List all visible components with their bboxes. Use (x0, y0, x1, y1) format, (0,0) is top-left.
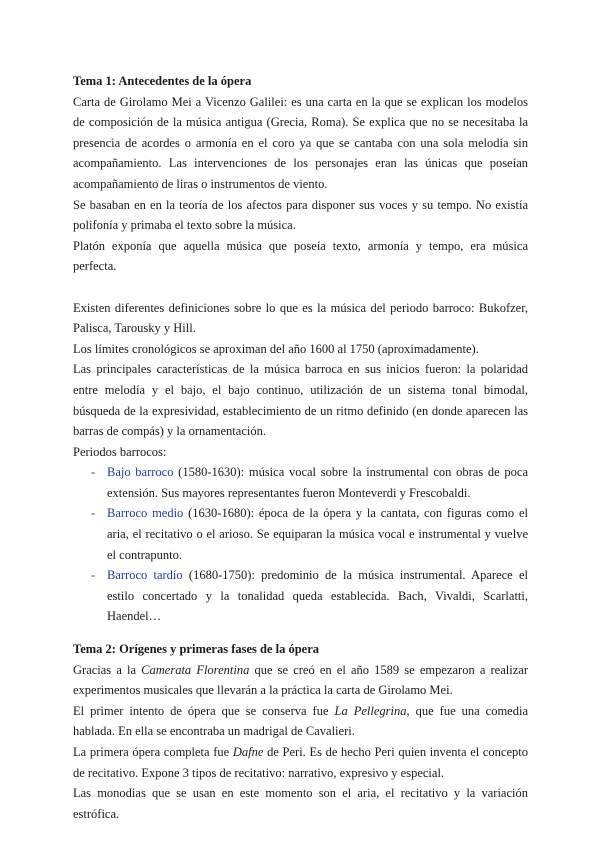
text-run: de Peri. Es de hecho Peri quien inventa el concepto de recitativo. Expone 3 tipos de recitativo: narrativo, expresivo y especial. (73, 745, 528, 780)
period-name-link[interactable]: Barroco tardío (107, 568, 183, 583)
list-item (73, 565, 528, 627)
blank-line (73, 627, 528, 639)
period-description: (1580-1630): música vocal sobre la instrumental con obras de poca extensión. Sus mayores representantes fueron Monteverdi y Frescobaldi. (107, 465, 528, 500)
period-description: (1630-1680): época de la ópera y la cantata, con figuras como el aria, el recitativo o el arioso. Se equiparan la música vocal e instrumental y vuelve el contrapunto. (107, 506, 528, 562)
text-run: La primera ópera completa fue (73, 745, 233, 759)
tema1-paragraph-1: Carta de Girolamo Mei a Vicenzo Galilei: es una carta en la que se explican los modelos de composición de la música antigua (Grecia, Roma). Se explica que no se necesitaba la presencia de acordes o armonía en el coro ya que se cantaba con una sola melodía sin acompañamiento. Las intervenciones de los personajes eran las únicas que poseían acompañamiento de liras o instrumentos de viento. (73, 94, 528, 191)
bullet-dash: - (91, 568, 96, 583)
list-item (73, 503, 528, 565)
tema1-heading: Tema 1: Antecedentes de la ópera (73, 74, 252, 88)
tema2-paragraph-1 (73, 660, 528, 701)
tema2-paragraph-4: Las monodias que se usan en este momento son el aria, el recitativo y la variación estrófica. (73, 786, 528, 821)
periods-list (73, 462, 528, 627)
tema2-paragraph-2 (73, 701, 528, 742)
text-run: , que fue una comedia hablada. En ella se encontraba un madrigal de Cavalieri. (73, 703, 528, 739)
italic-term: Dafne (232, 745, 264, 759)
text-run: que se creó en el año 1589 se empezaron a realizar experimentos musicales que llevarán a la práctica la carta de Girolamo Mei. (73, 662, 528, 698)
tema2-heading: Tema 2: Orígenes y primeras fases de la ópera (73, 642, 320, 657)
periods-label: Periodos barrocos: (73, 444, 167, 459)
list-item (73, 462, 528, 503)
tema1-paragraph-6: Las principales características de la música barroca en sus inicios fueron: la polaridad entre melodía y el bajo, el bajo continuo, utilización de un sistema tonal bimodal, búsqueda de la expresividad, establecimiento de un ritmo definido (en donde aparecen las barras de compás) y la ornamentación. (73, 362, 528, 439)
blank-line (73, 277, 528, 298)
document-body (73, 71, 528, 824)
tema2-paragraph-3 (73, 742, 528, 783)
bullet-dash: - (91, 465, 96, 480)
italic-term: Camerata Florentina (141, 662, 250, 677)
tema1-paragraph-4: Existen diferentes definiciones sobre lo que es la música del periodo barroco: Bukofzer, Palisca, Tarousky y Hill. (73, 300, 528, 336)
text-run: El primer intento de ópera que se conserva fue (73, 703, 335, 718)
italic-term: La Pellegrina (334, 703, 407, 718)
bullet-dash: - (91, 506, 96, 521)
tema1-paragraph-3: Platón exponía que aquella música que poseía texto, armonía y tempo, era música perfecta. (73, 238, 528, 274)
period-name-link[interactable]: Barroco medio (107, 506, 184, 521)
period-description: (1680-1750): predominio de la música instrumental. Aparece el estilo concertado y la tonalidad queda establecida. Bach, Vivaldi, Scarlatti, Haendel… (107, 568, 528, 624)
tema1-paragraph-2: Se basaban en en la teoría de los afectos para disponer sus voces y su tempo. No existía polifonía y primaba el texto sobre la música. (73, 197, 528, 233)
tema1-paragraph-5: Los límites cronológicos se aproximan del año 1600 al 1750 (aproximadamente). (73, 341, 479, 356)
text-run: Gracias a la (73, 662, 142, 677)
period-name-link[interactable]: Bajo barroco (107, 465, 174, 480)
